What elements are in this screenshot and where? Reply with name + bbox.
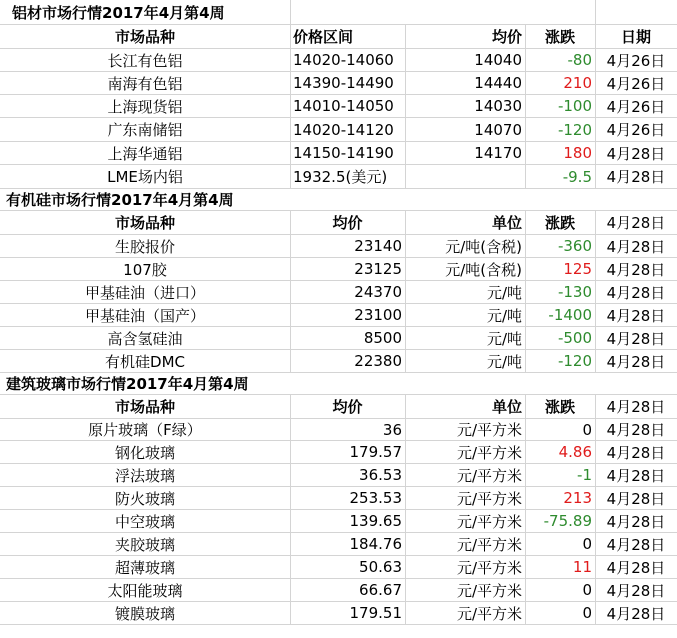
header-cell-variety[interactable]: 市场品种 — [114, 398, 175, 416]
cell-date[interactable]: 4月28日 — [606, 329, 666, 348]
section-title[interactable]: 建筑玻璃市场行情2017年4月第4周 — [6, 375, 249, 393]
cell-variety[interactable]: 甲基硅油（进口） — [84, 283, 205, 302]
cell-unit[interactable]: 元/吨(含税) — [445, 237, 522, 256]
cell-variety[interactable]: 镀膜玻璃 — [114, 604, 175, 623]
cell-variety[interactable]: 生胶报价 — [114, 237, 175, 256]
cell-date[interactable]: 4月28日 — [606, 535, 666, 554]
cell-unit[interactable]: 元/平方米 — [456, 466, 522, 485]
cell-average[interactable]: 14070 — [474, 120, 522, 139]
cell-variety[interactable]: 上海华通铝 — [107, 144, 183, 163]
cell-change[interactable]: 210 — [563, 74, 592, 92]
cell-average[interactable]: 179.57 — [349, 443, 402, 461]
cell-variety[interactable]: 甲基硅油（国产） — [84, 306, 205, 325]
cell-variety[interactable]: 原片玻璃（F绿） — [88, 421, 202, 439]
section-title-row — [0, 0, 677, 25]
cell-variety[interactable]: 107胶 — [123, 260, 167, 279]
cell-unit[interactable]: 元/吨 — [486, 283, 522, 302]
cell-average[interactable]: 139.65 — [349, 512, 402, 530]
header-cell-date[interactable]: 4月28日 — [606, 398, 666, 416]
cell-variety[interactable]: 夹胶玻璃 — [114, 535, 175, 554]
cell-average[interactable]: 14440 — [474, 74, 522, 92]
cell-date[interactable]: 4月28日 — [606, 283, 666, 302]
table-header-row — [0, 211, 677, 235]
header-cell-change[interactable]: 涨跌 — [544, 398, 575, 416]
cell-date[interactable]: 4月28日 — [606, 352, 666, 371]
section-title-row — [0, 373, 677, 395]
table-row — [0, 304, 677, 327]
table-row — [0, 419, 677, 441]
cell-change[interactable]: 0 — [582, 420, 592, 439]
table-row — [0, 235, 677, 258]
table-header-row — [0, 395, 677, 419]
cell-change[interactable]: -130 — [557, 283, 592, 301]
cell-date[interactable]: 4月28日 — [606, 604, 666, 623]
table-row — [0, 556, 677, 579]
cell-variety[interactable]: 高含氢硅油 — [107, 329, 183, 348]
table-row — [0, 142, 677, 165]
section-title-row — [0, 189, 677, 211]
cell-date[interactable]: 4月28日 — [606, 512, 666, 531]
cell-change[interactable]: -1 — [577, 466, 592, 484]
cell-price-range[interactable]: 14010-14050 — [293, 97, 394, 115]
table-row — [0, 281, 677, 304]
cell-change[interactable]: 180 — [563, 144, 592, 162]
cell-price-range[interactable]: 14390-14490 — [293, 74, 394, 92]
cell-date[interactable]: 4月28日 — [606, 421, 666, 439]
cell-change[interactable]: 0 — [582, 581, 592, 599]
header-cell-average[interactable]: 均价 — [332, 214, 363, 232]
header-cell-variety[interactable]: 市场品种 — [114, 214, 175, 232]
header-cell-change[interactable]: 涨跌 — [544, 28, 575, 46]
section-title[interactable]: 有机硅市场行情2017年4月第4周 — [6, 191, 234, 209]
cell-change[interactable]: -500 — [557, 329, 592, 347]
cell-unit[interactable]: 元/平方米 — [456, 558, 522, 577]
cell-unit[interactable]: 元/平方米 — [456, 535, 522, 554]
cell-price-range[interactable]: 14020-14120 — [293, 120, 394, 139]
header-cell-average[interactable]: 均价 — [332, 398, 363, 416]
cell-variety[interactable]: 南海有色铝 — [107, 74, 183, 93]
cell-variety[interactable]: 广东南储铝 — [107, 121, 183, 139]
cell-variety[interactable]: 上海现货铝 — [107, 97, 183, 116]
header-cell-date[interactable]: 4月28日 — [606, 214, 666, 232]
cell-average[interactable]: 66.67 — [359, 581, 402, 599]
table-row — [0, 72, 677, 95]
cell-average[interactable]: 22380 — [354, 352, 402, 370]
cell-change[interactable]: -360 — [557, 237, 592, 255]
cell-date[interactable]: 4月26日 — [606, 97, 666, 116]
cell-average[interactable]: 14040 — [474, 51, 522, 69]
cell-average[interactable]: 14170 — [474, 144, 522, 162]
cell-unit[interactable]: 元/平方米 — [456, 581, 522, 600]
table-row — [0, 533, 677, 556]
cell-unit[interactable]: 元/平方米 — [456, 421, 522, 439]
cell-variety[interactable]: LME场内铝 — [107, 168, 183, 186]
cell-average[interactable]: 36.53 — [359, 466, 402, 484]
cell-variety[interactable]: 有机硅DMC — [105, 352, 185, 371]
table-row — [0, 258, 677, 281]
table-row — [0, 165, 677, 189]
table-row — [0, 579, 677, 602]
cell-date[interactable]: 4月28日 — [606, 466, 666, 485]
cell-average[interactable]: 253.53 — [349, 489, 402, 507]
cell-average[interactable]: 23140 — [354, 237, 402, 255]
cell-unit[interactable]: 元/平方米 — [456, 512, 522, 531]
table-row — [0, 510, 677, 533]
cell-average[interactable]: 50.63 — [359, 558, 402, 576]
cell-change[interactable]: -9.5 — [562, 167, 592, 186]
table-row — [0, 350, 677, 373]
cell-change[interactable]: -75.89 — [543, 512, 592, 530]
cell-change[interactable]: 11 — [572, 558, 592, 576]
table-row — [0, 602, 677, 625]
cell-date[interactable]: 4月28日 — [606, 489, 666, 508]
cell-change[interactable]: -120 — [557, 120, 592, 139]
cell-unit[interactable]: 元/吨 — [486, 306, 522, 325]
cell-unit[interactable]: 元/平方米 — [456, 604, 522, 623]
cell-date[interactable]: 4月28日 — [606, 168, 666, 186]
cell-change[interactable]: -120 — [557, 352, 592, 370]
cell-unit[interactable]: 元/吨(含税) — [445, 260, 522, 279]
cell-date[interactable]: 4月28日 — [606, 260, 666, 279]
cell-average[interactable]: 23125 — [354, 260, 402, 278]
cell-variety[interactable]: 钢化玻璃 — [114, 443, 175, 462]
cell-average[interactable]: 179.51 — [349, 604, 402, 622]
cell-date[interactable]: 4月28日 — [606, 237, 666, 256]
cell-date[interactable]: 4月28日 — [606, 581, 666, 600]
cell-date[interactable]: 4月26日 — [606, 121, 666, 139]
cell-variety[interactable]: 中空玻璃 — [114, 512, 175, 531]
cell-variety[interactable]: 太阳能玻璃 — [107, 581, 183, 600]
cell-average[interactable]: 184.76 — [349, 535, 402, 553]
cell-average[interactable] — [405, 165, 525, 188]
cell-unit[interactable]: 元/吨 — [486, 329, 522, 348]
cell-unit[interactable]: 元/平方米 — [456, 489, 522, 508]
cell-change[interactable]: 125 — [563, 260, 592, 278]
cell-average[interactable]: 36 — [382, 420, 402, 439]
table-header-row — [0, 25, 677, 49]
cell-variety[interactable]: 长江有色铝 — [107, 51, 183, 70]
cell-variety[interactable]: 超薄玻璃 — [114, 558, 175, 577]
header-cell-unit[interactable]: 单位 — [491, 214, 522, 232]
header-cell-variety[interactable]: 市场品种 — [114, 28, 175, 46]
cell-date[interactable]: 4月28日 — [606, 144, 666, 163]
cell-date[interactable]: 4月26日 — [606, 51, 666, 70]
section-title[interactable]: 铝材市场行情2017年4月第4周 — [12, 3, 225, 22]
cell-price-range[interactable]: 14150-14190 — [293, 144, 394, 162]
header-cell-date[interactable]: 日期 — [620, 28, 651, 46]
cell-average[interactable]: 23100 — [354, 306, 402, 324]
table-row — [0, 49, 677, 72]
cell-change[interactable]: 4.86 — [558, 443, 592, 461]
cell-change[interactable]: 0 — [582, 604, 592, 622]
header-cell-change[interactable]: 涨跌 — [544, 214, 575, 232]
cell-average[interactable]: 14030 — [474, 97, 522, 115]
table-row — [0, 327, 677, 350]
table-row — [0, 95, 677, 118]
header-cell-average[interactable]: 均价 — [491, 28, 522, 46]
cell-variety[interactable]: 防火玻璃 — [114, 489, 175, 508]
cell-average[interactable]: 24370 — [354, 283, 402, 301]
cell-change[interactable]: -100 — [557, 97, 592, 115]
cell-unit[interactable]: 元/平方米 — [456, 443, 522, 462]
table-row — [0, 487, 677, 510]
cell-change[interactable]: 0 — [582, 535, 592, 553]
cell-change[interactable]: -80 — [567, 51, 592, 69]
cell-change[interactable]: -1400 — [548, 306, 592, 324]
cell-average[interactable]: 8500 — [363, 329, 402, 347]
cell-date[interactable]: 4月26日 — [606, 74, 666, 93]
table-row — [0, 441, 677, 464]
cell-date[interactable]: 4月28日 — [606, 443, 666, 462]
table-row — [0, 464, 677, 487]
cell-variety[interactable]: 浮法玻璃 — [114, 466, 175, 485]
cell-unit[interactable]: 元/吨 — [486, 352, 522, 371]
cell-price-range[interactable]: 14020-14060 — [293, 51, 394, 69]
cell-change[interactable]: 213 — [563, 489, 592, 507]
cell-date[interactable]: 4月28日 — [606, 558, 666, 577]
cell-price-range[interactable]: 1932.5(美元) — [293, 168, 388, 186]
table-row — [0, 118, 677, 142]
header-cell-unit[interactable]: 单位 — [491, 398, 522, 416]
cell-date[interactable]: 4月28日 — [606, 306, 666, 325]
header-cell-price-range[interactable]: 价格区间 — [293, 28, 354, 46]
